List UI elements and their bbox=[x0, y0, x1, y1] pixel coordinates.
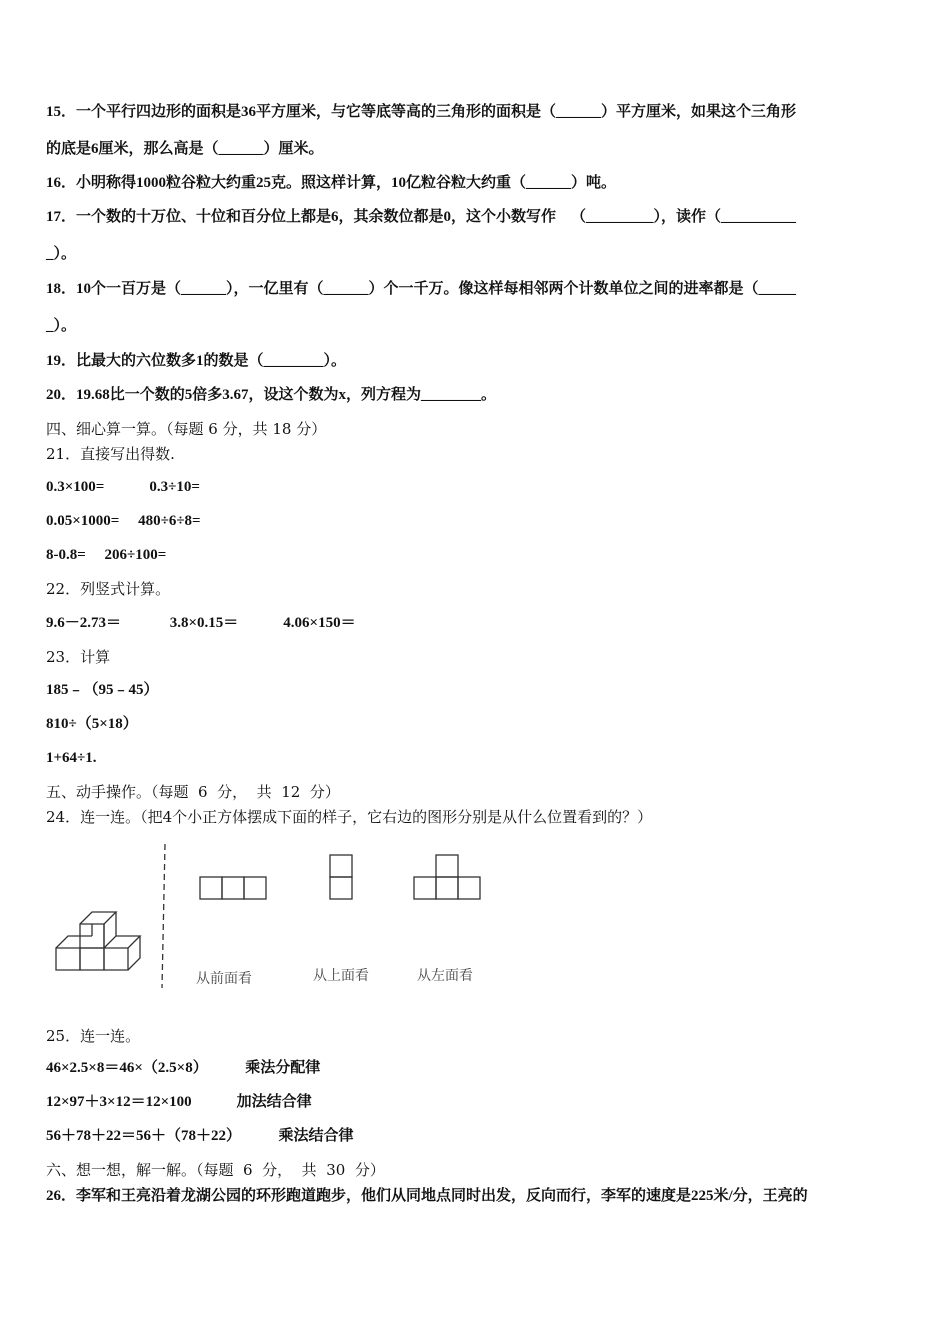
cube-views-figure bbox=[40, 840, 510, 1000]
caption-front-view: 从前面看 bbox=[196, 971, 252, 987]
question-20: 20．19.68比一个数的5倍多3.67，设这个数为x，列方程为________。 bbox=[46, 387, 497, 403]
section-5-heading: 五、动手操作。（每题 6 分， 共 12 分） bbox=[46, 783, 340, 801]
question-21-row-3: 8-0.8= 206÷100= bbox=[46, 547, 167, 563]
question-18-line-1: 18．10个一百万是（______），一亿里有（______）个一千万。像这样每相邻两个计数单位之间的进率都是（_____ bbox=[46, 281, 797, 297]
question-16: 16．小明称得1000粒谷粒大约重25克。照这样计算，10亿粒谷粒大约重（______）吨。 bbox=[46, 175, 617, 191]
question-15-line-1: 15．一个平行四边形的面积是36平方厘米，与它等底等高的三角形的面积是（______）平方厘米，如果这个三角形 bbox=[46, 104, 797, 120]
question-17-line-2: _）。 bbox=[46, 246, 77, 262]
question-21-row-1: 0.3×100= 0.3÷10= bbox=[46, 479, 200, 495]
question-23-row-3: 1+64÷1. bbox=[46, 750, 97, 766]
question-21: 21．直接写出得数. bbox=[46, 445, 175, 463]
caption-top-view: 从上面看 bbox=[313, 968, 369, 984]
question-21-row-2: 0.05×1000= 480÷6÷8= bbox=[46, 513, 201, 529]
question-17-line-1: 17．一个数的十万位、十位和百分位上都是6，其余数位都是0，这个小数写作 （_________），读作（__________ bbox=[46, 209, 797, 225]
question-23-row-2: 810÷（5×18） bbox=[46, 716, 138, 732]
cube-views-svg bbox=[40, 840, 510, 1000]
top-view-shape bbox=[330, 855, 352, 899]
question-23-row-1: 185﹣（95﹣45） bbox=[46, 682, 159, 698]
section-6-heading: 六、想一想，解一解。（每题 6 分， 共 30 分） bbox=[46, 1161, 385, 1179]
question-19: 19．比最大的六位数多1的数是（________）。 bbox=[46, 353, 347, 369]
question-26: 26．李军和王亮沿着龙湖公园的环形跑道跑步，他们从同地点同时出发，反向而行，李军的速度是225米/分，王亮的 bbox=[46, 1188, 808, 1204]
front-view-shape bbox=[200, 877, 266, 899]
question-22: 22．列竖式计算。 bbox=[46, 580, 171, 598]
question-18-line-2: _）。 bbox=[46, 318, 77, 334]
question-25: 25．连一连。 bbox=[46, 1027, 141, 1045]
question-23: 23．计算 bbox=[46, 648, 111, 666]
question-24: 24．连一连。（把4个小正方体摆成下面的样子，它右边的图形分别是从什么位置看到的？） bbox=[46, 808, 653, 826]
cube-stack-drawing bbox=[56, 912, 140, 970]
question-25-row-2: 12×97＋3×12＝12×100 加法结合律 bbox=[46, 1094, 312, 1110]
question-15-line-2: 的底是6厘米，那么高是（______）厘米。 bbox=[46, 141, 324, 157]
question-25-row-3: 56＋78＋22＝56＋（78＋22） 乘法结合律 bbox=[46, 1128, 354, 1144]
section-4-heading: 四、细心算一算。（每题 6 分，共 18 分） bbox=[46, 420, 327, 438]
question-25-row-1: 46×2.5×8＝46×（2.5×8） 乘法分配律 bbox=[46, 1060, 321, 1076]
question-22-row-1: 9.6－2.73＝ 3.8×0.15＝ 4.06×150＝ bbox=[46, 615, 356, 631]
left-view-shape bbox=[414, 855, 480, 899]
dashed-divider bbox=[162, 844, 165, 988]
caption-left-view: 从左面看 bbox=[417, 968, 473, 984]
